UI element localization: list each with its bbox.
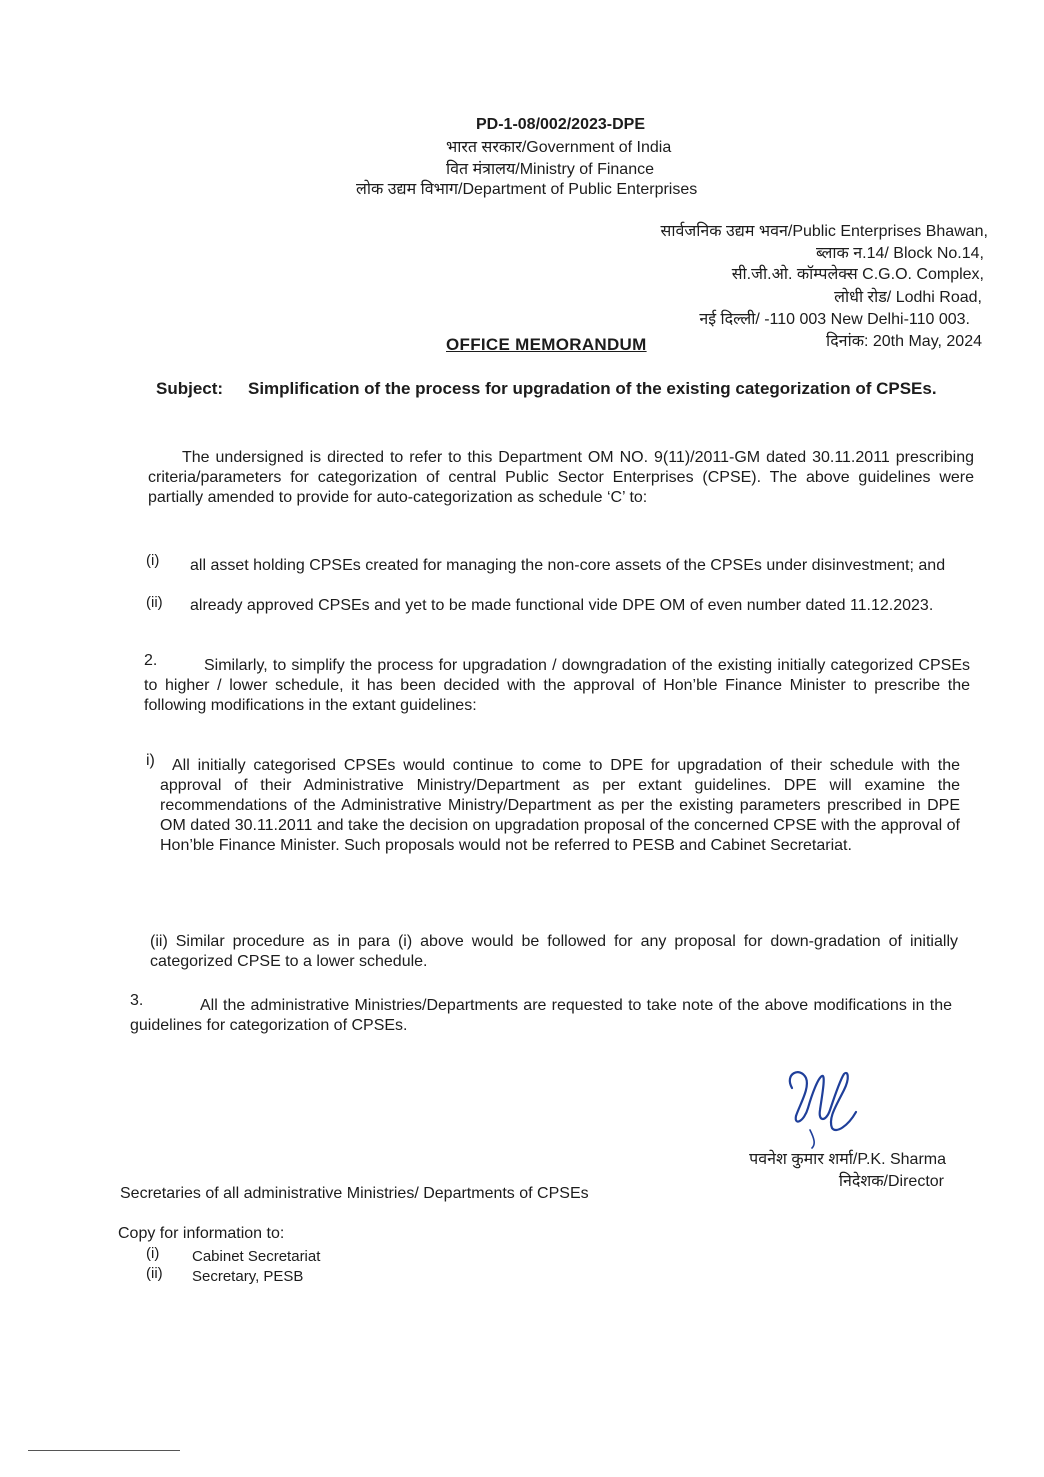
paragraph-3: All the administrative Ministries/Departments are requested to take note of the above modifications in the guidelines for categorization of CPSEs. [130,997,952,1034]
address-line-4: लोधी रोड/ Lodhi Road, [834,289,982,306]
paragraph-2: Similarly, to simplify the process for upgradation / downgradation of the existing initially categorized CPSEs to higher / lower schedule, it has been decided with the approval of Hon’ble Finance Minister to prescribe the following modifications in the extant guidelines: [144,657,970,714]
address-line-2: ब्लाक न.14/ Block No.14, [815,245,984,262]
signatory-name: पवनेश कुमार शर्मा/P.K. Sharma [749,1151,946,1168]
list-marker: (i) [146,552,160,569]
footer-rule [28,1450,180,1451]
list-marker: (i) [146,1245,160,1262]
paragraph-2-item-2 [150,932,958,972]
copy-item: Cabinet Secretariat [192,1248,321,1265]
copy-heading: Copy for information to: [118,1225,285,1242]
copy-item: Secretary, PESB [192,1268,304,1285]
subject-text: Simplification of the process for upgradation of the existing categorization of CPSEs. [248,379,937,398]
list-item: already approved CPSEs and yet to be made functional vide DPE OM of even number dated 11.12.2023. [190,597,934,614]
paragraph-number: 3. [130,992,144,1009]
list-marker: (ii) [146,1265,163,1282]
addressee: Secretaries of all administrative Ministries/ Departments of CPSEs [120,1185,589,1202]
reference-number: PD-1-08/002/2023-DPE [476,116,645,133]
list-item: all asset holding CPSEs created for managing the non-core assets of the CPSEs under disinvestment; and [190,557,946,574]
govt-line: भारत सरकार/Government of India [446,139,672,156]
paragraph-number: 2. [144,652,158,669]
ministry-line: वित मंत्रालय/Ministry of Finance [446,161,654,178]
signature-mark [770,1060,870,1150]
address-line-3: सी.जी.ओ. कॉम्पलेक्स C.G.O. Complex, [731,266,984,283]
department-line: लोक उद्यम विभाग/Department of Public Enterprises [356,181,698,198]
list-marker: i) [146,752,155,769]
memo-date: दिनांक: 20th May, 2024 [826,333,982,350]
subject-label: Subject: [156,379,224,398]
paragraph-1: The undersigned is directed to refer to this Department OM NO. 9(11)/2011-GM dated 30.11.2011 prescribing criteria/parameters for categorization of central Public Sector Enterprises (CPSE). The above guidelines were partially amended to provide for auto-categorization as schedule ‘C’ to: [148,449,974,506]
address-line-5: नई दिल्ली/ -110 003 New Delhi-110 003. [699,311,970,328]
list-marker: (ii) [146,594,163,611]
paragraph-2-item-2-text: Similar procedure as in para (i) above would be followed for any proposal for down-gradation of initially categorized CPSE to a lower schedule. [150,933,958,970]
address-line-1: सार्वजनिक उद्यम भवन/Public Enterprises Bhawan, [660,223,988,240]
signatory-designation: निदेशक/Director [838,1173,944,1190]
list-marker: (ii) [150,933,168,950]
memo-title: OFFICE MEMORANDUM [446,335,647,354]
paragraph-2-item-1: All initially categorised CPSEs would continue to come to DPE for upgradation of their schedule with the approval of their Administrative Ministry/Department as per extant guidelines. DPE will examine the recommendations of the Administrative Ministry/Department as per the existing parameters prescribed in DPE OM dated 30.11.2011 and take the decision on upgradation proposal of the concerned CPSE with the approval of Hon’ble Finance Minister. Such proposals would not be referred to PESB and Cabinet Secretariat. [160,757,960,854]
